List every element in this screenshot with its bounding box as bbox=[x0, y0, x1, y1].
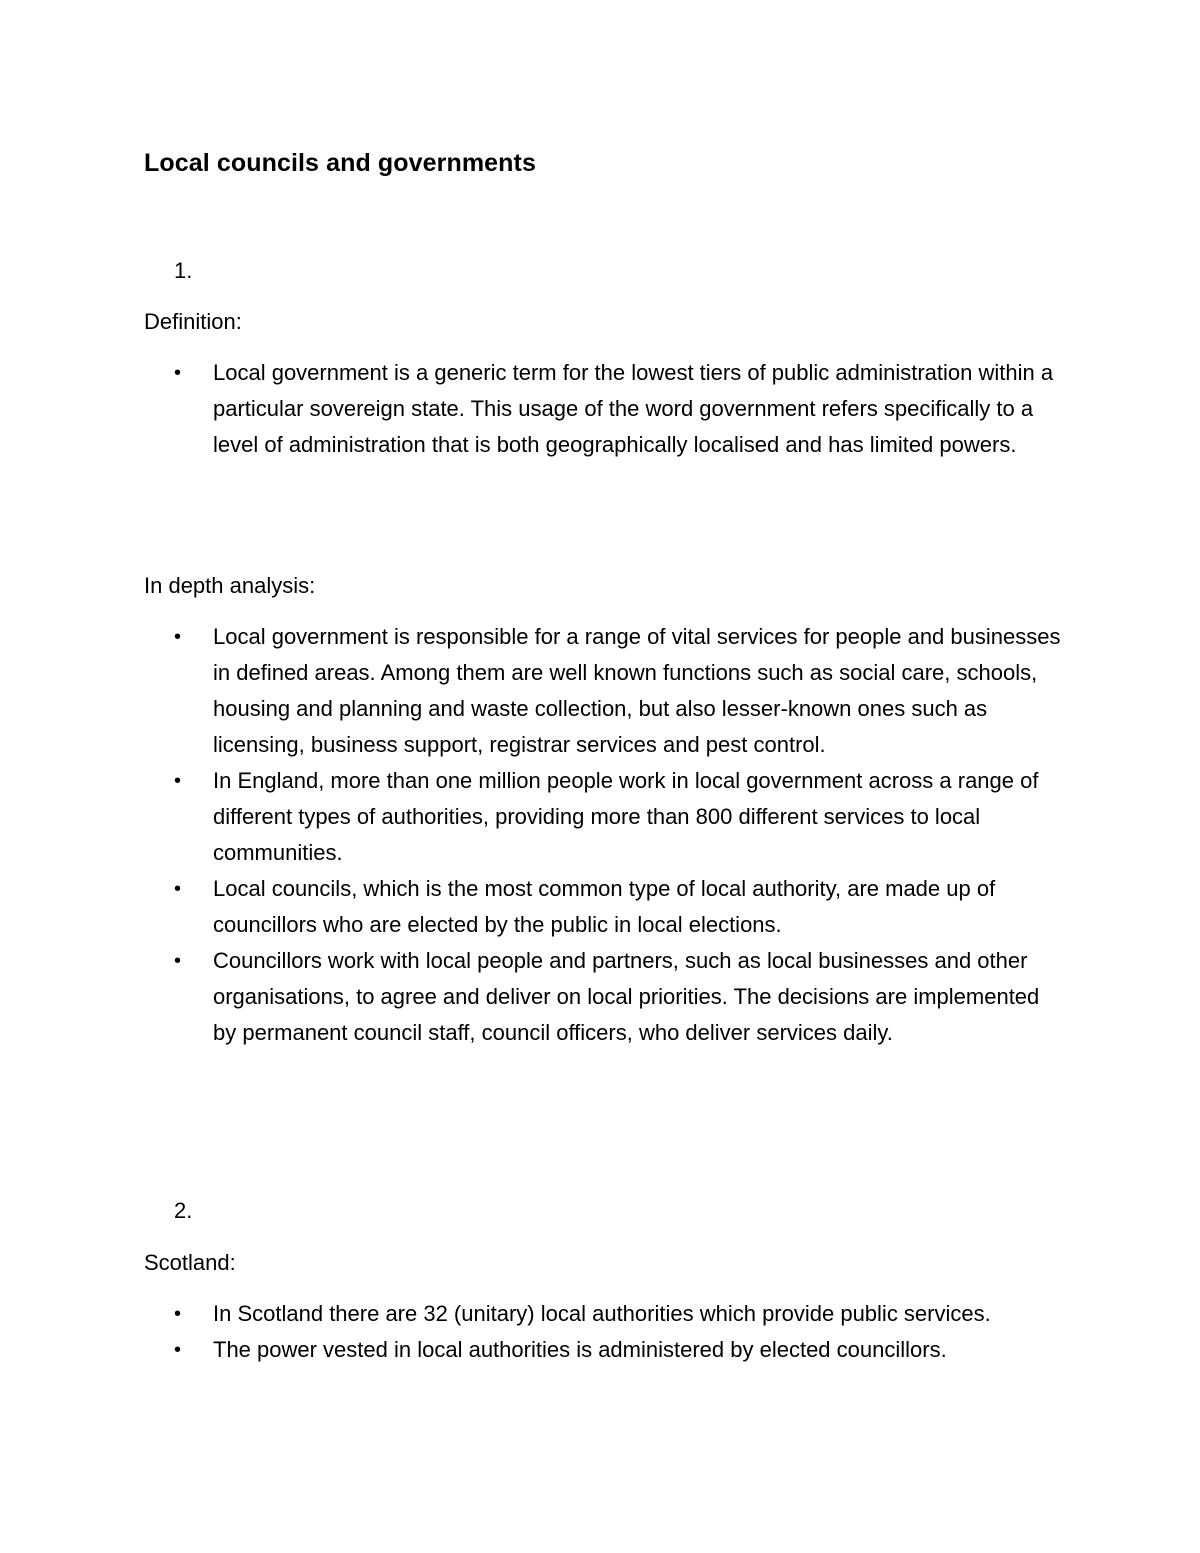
list-item bbox=[168, 763, 1068, 871]
section-heading-analysis: In depth analysis: bbox=[144, 573, 316, 598]
list-item bbox=[168, 1332, 1068, 1368]
section-number: 2. bbox=[174, 1198, 193, 1223]
bullet-icon: • bbox=[174, 1303, 182, 1325]
list-item-text: The power vested in local authorities is administered by elected councillors. bbox=[213, 1337, 947, 1362]
list-item-text: Local government is responsible for a range of vital services for people and businesses in defined areas. Among them are well known functions such as social care, schools, housing and planning and waste collection, but also lesser-known ones such as licensing, business support, registrar services and pest control. bbox=[213, 624, 1061, 757]
bullet-icon: • bbox=[174, 626, 182, 648]
list-item bbox=[168, 355, 1068, 463]
document-title: Local councils and governments bbox=[144, 149, 536, 177]
analysis-list bbox=[168, 619, 1068, 1051]
bullet-icon: • bbox=[174, 950, 182, 972]
list-item-text: In England, more than one million people work in local government across a range of different types of authorities, providing more than 800 different services to local communities. bbox=[213, 768, 1039, 865]
list-item bbox=[168, 943, 1068, 1051]
list-item bbox=[168, 619, 1068, 763]
scotland-list bbox=[168, 1296, 1068, 1368]
bullet-icon: • bbox=[174, 878, 182, 900]
list-item-text: Local councils, which is the most common type of local authority, are made up of councillors who are elected by the public in local elections. bbox=[213, 876, 996, 937]
list-item bbox=[168, 1296, 1068, 1332]
list-item-text: Local government is a generic term for the lowest tiers of public administration within a particular sovereign state. This usage of the word government refers specifically to a level of administration that is both geographically localised and has limited powers. bbox=[213, 360, 1054, 457]
bullet-icon: • bbox=[174, 1339, 182, 1361]
bullet-icon: • bbox=[174, 770, 182, 792]
bullet-icon: • bbox=[174, 362, 182, 384]
section-heading-definition: Definition: bbox=[144, 309, 242, 334]
list-item-text: In Scotland there are 32 (unitary) local authorities which provide public services. bbox=[213, 1301, 991, 1326]
section-heading-scotland: Scotland: bbox=[144, 1250, 236, 1275]
list-item bbox=[168, 871, 1068, 943]
list-item-text: Councillors work with local people and partners, such as local businesses and other organisations, to agree and deliver on local priorities. The decisions are implemented by permanent council staff, council officers, who deliver services daily. bbox=[213, 948, 1040, 1045]
section-number: 1. bbox=[174, 258, 193, 283]
definition-list bbox=[168, 355, 1068, 463]
